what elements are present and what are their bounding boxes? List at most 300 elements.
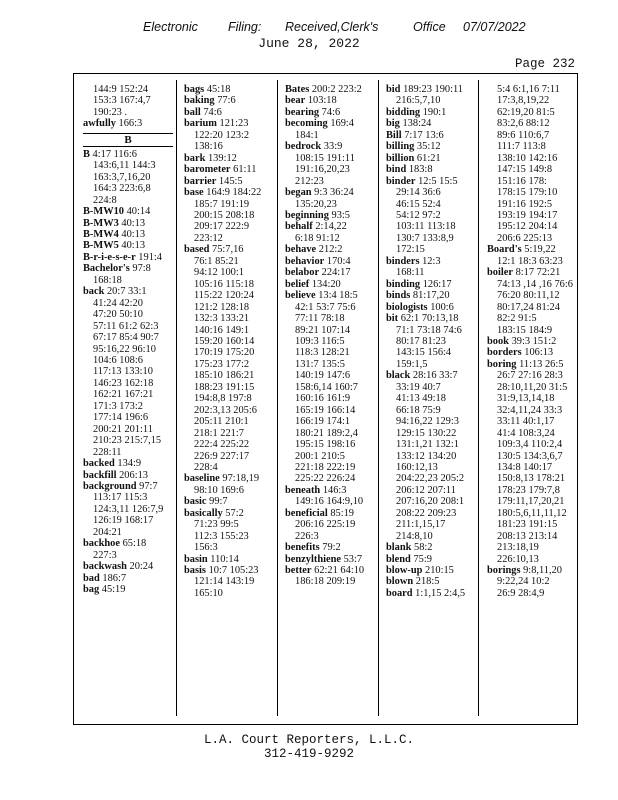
entry-line: [386, 325, 478, 336]
page-line-refs: 162:21 167:21: [93, 389, 154, 401]
page-line-refs: 184:1: [295, 129, 319, 141]
entry-line: [285, 164, 378, 175]
index-entry: [386, 256, 478, 279]
page-line-refs: 80:17 81:23: [396, 335, 446, 347]
entry-line: [487, 473, 579, 484]
index-entry: [386, 542, 478, 553]
page-line-refs: 130:7 133:8,9: [396, 232, 454, 244]
entry-line: [487, 256, 579, 267]
entry-line: [285, 542, 378, 553]
entry-line: [184, 187, 277, 198]
page-line-refs: 168:18: [93, 274, 122, 286]
page-line-refs: 71:23 99:5: [194, 519, 239, 531]
page-line-refs: 208:22 209:23: [396, 507, 457, 519]
page-line-refs: 12:1 18:3 63:23: [497, 255, 563, 267]
entry-line: [184, 313, 277, 324]
section-letter: B: [83, 133, 173, 147]
index-entry: [386, 588, 478, 599]
entry-line: [487, 107, 579, 118]
page-line-refs: 180:5,6,11,11,12: [497, 507, 567, 519]
entry-line: [285, 302, 378, 313]
entry-line: [487, 485, 579, 496]
entry-line: [285, 221, 378, 232]
page-line-refs: 6:18 91:12: [295, 232, 340, 244]
index-term: base: [184, 187, 204, 199]
index-entry: [386, 153, 478, 164]
page-line-refs: 97:7: [139, 480, 158, 492]
index-term: bad: [83, 572, 100, 584]
index-entry: [83, 561, 176, 572]
index-entry: [285, 485, 378, 508]
entry-line: [285, 347, 378, 358]
page-line-refs: 228:11: [93, 446, 122, 458]
index-entry: [386, 164, 478, 175]
entry-line: [386, 279, 478, 290]
entry-line: [487, 164, 579, 175]
index-entry: [83, 218, 176, 229]
page-line-refs: 126:19 168:17: [93, 515, 154, 527]
header-office: Office: [413, 20, 446, 34]
page-line-refs: 26:7 27:16 28:3: [497, 370, 563, 382]
page-line-refs: 214:8,10: [396, 530, 433, 542]
page-line-refs: 195:15 198:16: [295, 439, 356, 451]
entry-line: [487, 187, 579, 198]
index-term: belief: [285, 278, 310, 290]
index-entry: [285, 554, 378, 565]
page-line-refs: 222:4 225:22: [194, 439, 250, 451]
page-line-refs: 190:23 .: [93, 106, 128, 118]
page-line-refs: 166:3: [118, 118, 143, 130]
entry-line: [83, 527, 176, 538]
page-line-refs: 179:11,17,20,21: [497, 496, 565, 508]
index-entry: [184, 118, 277, 152]
index-term: began: [285, 187, 312, 199]
page-line-refs: 1:1,15 2:4,5: [415, 587, 466, 599]
index-entry: [386, 118, 478, 129]
index-entry: [285, 95, 378, 106]
page-line-refs: 117:13 133:10: [93, 366, 153, 378]
page-line-refs: 104:6 108:6: [93, 354, 143, 366]
entry-line: [487, 439, 579, 450]
entry-line: [184, 473, 277, 484]
page-line-refs: 108:15 191:11: [295, 152, 355, 164]
page-line-refs: 121:23: [219, 118, 249, 130]
page-line-refs: 171:3 173:2: [93, 400, 143, 412]
entry-line: [83, 481, 176, 492]
page-line-refs: 80:17,24 81:24: [497, 301, 560, 313]
index-entry: [285, 565, 378, 588]
entry-line: [285, 267, 378, 278]
entry-line: [386, 233, 478, 244]
page-line-refs: 12:3: [422, 255, 441, 267]
entry-line: [487, 565, 579, 576]
entry-line: [83, 172, 176, 183]
entry-line: [83, 561, 176, 572]
entry-line: [487, 176, 579, 187]
page-line-refs: 131:7 135:5: [295, 358, 345, 370]
header-received: Received,Clerk's: [285, 20, 379, 34]
entry-line: [386, 393, 478, 404]
page-line-refs: 28:16 33:7: [412, 370, 458, 382]
index-term: basin: [184, 553, 208, 565]
header-office-date: 07/07/2022: [463, 20, 526, 34]
page-line-refs: 189:23 190:11: [403, 84, 464, 95]
page-line-refs: 98:10 169:6: [194, 484, 244, 496]
index-term: binder: [386, 175, 416, 187]
entry-line: [184, 405, 277, 416]
entry-line: [184, 428, 277, 439]
index-entry: [83, 206, 176, 217]
page-line-refs: 225:22 226:24: [295, 473, 356, 485]
page-line-refs: 77:11 78:18: [295, 313, 345, 325]
page-line-refs: 209:17 222:9: [194, 221, 250, 233]
entry-line: [487, 118, 579, 129]
index-entry: [184, 554, 277, 565]
page-line-refs: 183:8: [408, 164, 433, 176]
index-entry: [83, 240, 176, 251]
index-term: benefits: [285, 542, 320, 554]
page-line-refs: 178:23 179:7,8: [497, 484, 560, 496]
page-line-refs: 53:7: [343, 553, 363, 565]
entry-line: [184, 256, 277, 267]
entry-line: [83, 447, 176, 458]
index-box: [73, 73, 578, 725]
entry-line: [487, 576, 579, 587]
page-line-refs: 206:13: [119, 469, 148, 481]
entry-line: [285, 485, 378, 496]
page-line-refs: 158:6,14 160:7: [295, 381, 358, 393]
page-line-refs: 32:4,11,24 33:3: [497, 404, 563, 416]
index-entry: [184, 95, 277, 106]
page-line-refs: 193:19 194:17: [497, 209, 558, 221]
page-line-refs: 170:4: [326, 255, 351, 267]
entry-line: [386, 130, 478, 141]
page-line-refs: 185:7 191:19: [194, 198, 250, 210]
entry-line: [487, 233, 579, 244]
page-line-refs: 226:9 227:17: [194, 450, 250, 462]
entry-line: [285, 279, 378, 290]
page-line-refs: 218:1 221:7: [194, 427, 244, 439]
page-line-refs: 207:16,20 208:1: [396, 496, 465, 508]
index-entry: [487, 336, 579, 347]
entry-line: [184, 382, 277, 393]
entry-line: [184, 325, 277, 336]
page-line-refs: 99:7: [209, 496, 228, 508]
column-divider: [176, 80, 177, 716]
page-line-refs: 204:22,23 205:2: [396, 473, 465, 485]
page-line-refs: 40:13: [121, 228, 146, 240]
index-entry: [83, 584, 176, 595]
entry-line: [83, 584, 176, 595]
page-line-refs: 33:11 40:1,17: [497, 416, 555, 428]
entry-line: [83, 366, 176, 377]
index-term: B-MW5: [83, 240, 119, 252]
entry-line: [386, 485, 478, 496]
page-line-refs: 9:8,11,20: [523, 565, 562, 577]
index-term: beginning: [285, 209, 329, 221]
page-line-refs: 110:14: [210, 553, 239, 565]
entry-line: [285, 84, 378, 95]
entry-line: [487, 347, 579, 358]
page-line-refs: 94:12 100:1: [194, 267, 244, 279]
page-line-refs: 40:13: [121, 240, 146, 252]
page-line-refs: 8:17 72:21: [515, 267, 561, 279]
page-line-refs: 62:1 70:13,18: [400, 313, 459, 325]
entry-line: [83, 401, 176, 412]
entry-line: [184, 462, 277, 473]
page-line-refs: 77:6: [217, 95, 236, 107]
page-line-refs: 100:6: [430, 301, 454, 313]
page-line-refs: 186:18 209:19: [295, 576, 356, 588]
index-term: behave: [285, 244, 317, 256]
page-line-refs: 85:19: [330, 507, 354, 519]
page-line-refs: 183:15 184:9: [497, 324, 553, 336]
entry-line: [386, 118, 478, 129]
index-entry: [487, 84, 579, 244]
entry-line: [285, 451, 378, 462]
page-line-refs: 29:14 36:6: [396, 187, 441, 199]
entry-line: [83, 275, 176, 286]
entry-line: [285, 416, 378, 427]
entry-line: [487, 336, 579, 347]
page-line-refs: 134:8 140:17: [497, 461, 553, 473]
page-line-refs: 103:18: [307, 95, 337, 107]
index-term: bidding: [386, 106, 421, 118]
entry-line: [285, 554, 378, 565]
entry-line: [285, 473, 378, 484]
index-entry: [386, 279, 478, 290]
entry-line: [285, 531, 378, 542]
page-line-refs: 175:23 177:2: [194, 358, 250, 370]
index-term: binds: [386, 290, 411, 302]
page-line-refs: 89:6 110:6,7: [497, 129, 550, 141]
entry-line: [386, 199, 478, 210]
index-entry: [285, 141, 378, 187]
entry-line: [184, 565, 277, 576]
page-line-refs: 226:10,13: [497, 553, 539, 565]
index-term: barometer: [184, 164, 231, 176]
page-line-refs: 200:15 208:18: [194, 209, 255, 221]
index-term: boring: [487, 358, 517, 370]
page-line-refs: 9:3 36:24: [314, 187, 354, 199]
page-line-refs: 139:12: [207, 152, 237, 164]
index-term: B-r-i-e-s-e-r: [83, 251, 136, 263]
index-term: behalf: [285, 221, 313, 233]
entry-line: [285, 508, 378, 519]
index-term: Bachelor's: [83, 263, 130, 275]
index-term: backwash: [83, 561, 127, 573]
entry-line: [285, 187, 378, 198]
index-term: blown: [386, 576, 414, 588]
entry-line: [285, 153, 378, 164]
page-line-refs: 180:21 189:2,4: [295, 427, 358, 439]
index-term: blank: [386, 542, 412, 554]
entry-line: [487, 393, 579, 404]
page-line-refs: 81:17,20: [412, 290, 450, 302]
entry-line: [386, 542, 478, 553]
index-term: bag: [83, 584, 100, 596]
entry-line: [386, 164, 478, 175]
page-line-refs: 83:2,6 88:12: [497, 118, 550, 130]
entry-line: [386, 405, 478, 416]
index-entry: [83, 118, 176, 129]
index-term: billing: [386, 141, 415, 153]
page-line-refs: 159:1,5: [396, 358, 428, 370]
page-line-refs: 40:13: [121, 217, 146, 229]
index-entry: [184, 153, 277, 164]
page-line-refs: 9:22,24 10:2: [497, 576, 550, 588]
entry-line: [285, 118, 378, 129]
page-line-refs: 62:19,20 81:5: [497, 106, 555, 118]
index-entry: [184, 244, 277, 473]
page-line-refs: 206:6 225:13: [497, 232, 553, 244]
index-entry: [386, 370, 478, 542]
page-line-refs: 130:5 134:3,6,7: [497, 450, 563, 462]
index-term: blow-up: [386, 565, 423, 577]
column-divider: [478, 80, 479, 716]
page-line-refs: 164:3 223:6,8: [93, 183, 151, 195]
page-line-refs: 118:3 128:21: [295, 347, 350, 359]
page-line-refs: 41:4 108:3,24: [497, 427, 555, 439]
entry-line: [83, 515, 176, 526]
entry-line: [184, 542, 277, 553]
entry-line: [487, 95, 579, 106]
entry-line: [386, 95, 478, 106]
entry-line: [184, 370, 277, 381]
index-term: background: [83, 480, 137, 492]
index-term: based: [184, 244, 210, 256]
entry-line: [285, 439, 378, 450]
page-line-refs: 200:21 201:11: [93, 423, 153, 435]
entry-line: [386, 416, 478, 427]
entry-line: [184, 576, 277, 587]
page-line-refs: 138:10 142:16: [497, 152, 558, 164]
entry-line: [184, 439, 277, 450]
index-term: bark: [184, 152, 206, 164]
header-filing: Filing:: [228, 20, 262, 34]
entry-line: [184, 531, 277, 542]
index-term: binders: [386, 255, 420, 267]
page-line-refs: 160:12,13: [396, 461, 438, 473]
entry-line: [386, 508, 478, 519]
page-number: Page 232: [514, 57, 575, 71]
column-divider: [277, 80, 278, 716]
entry-line: [285, 496, 378, 507]
page-line-refs: 226:3: [295, 530, 319, 542]
index-term: baking: [184, 95, 215, 107]
page-line-refs: 227:3: [93, 549, 117, 561]
entry-line: [83, 504, 176, 515]
entry-line: [184, 141, 277, 152]
page-line-refs: 79:2: [322, 542, 341, 554]
entry-line: [83, 435, 176, 446]
page-line-refs: 151:16 178:: [497, 175, 547, 187]
index-entry: [386, 290, 478, 301]
page-line-refs: 82:2 91:5: [497, 313, 537, 325]
entry-line: [184, 118, 277, 129]
entry-line: [386, 256, 478, 267]
column-divider: [378, 80, 379, 716]
entry-line: [83, 470, 176, 481]
entry-line: [487, 508, 579, 519]
page-line-refs: 112:3 155:23: [194, 530, 249, 542]
page-line-refs: 33:19 40:7: [396, 381, 441, 393]
index-entry: [285, 221, 378, 244]
index-entry: [184, 84, 277, 95]
entry-line: [83, 95, 176, 106]
page-line-refs: 135:20,23: [295, 198, 337, 210]
entry-line: [83, 424, 176, 435]
page-line-refs: 109:3 116:5: [295, 335, 345, 347]
page-line-refs: 74:6: [203, 106, 222, 118]
page-line-refs: 129:15 130:22: [396, 427, 457, 439]
page-line-refs: 45:19: [101, 584, 126, 596]
entry-line: [487, 244, 579, 255]
index-entry: [386, 130, 478, 141]
page-line-refs: 223:12: [194, 232, 223, 244]
page-line-refs: 58:2: [414, 542, 433, 554]
header-electronic: Electronic: [143, 20, 198, 34]
entry-line: [83, 458, 176, 469]
page-line-refs: 74:6: [321, 106, 341, 118]
page-line-refs: 65:18: [122, 538, 147, 550]
entry-line: [285, 210, 378, 221]
page-line-refs: 35:12: [416, 141, 441, 153]
index-term: basis: [184, 565, 206, 577]
index-entry: [386, 302, 478, 313]
page-line-refs: 76:1 85:21: [194, 255, 239, 267]
entry-line: [83, 107, 176, 118]
page-line-refs: 191:16 192:5: [497, 198, 553, 210]
entry-line: [285, 336, 378, 347]
entry-line: [487, 290, 579, 301]
page-line-refs: 13:4 18:5: [318, 290, 358, 302]
entry-line: [487, 531, 579, 542]
page-line-refs: 111:7 113:8: [497, 141, 546, 153]
index-term: bear: [285, 95, 306, 107]
page-line-refs: 54:12 97:2: [396, 209, 441, 221]
entry-line: [83, 309, 176, 320]
index-term: B-MW3: [83, 217, 119, 229]
page-line-refs: 126:17: [422, 278, 452, 290]
entry-line: [83, 321, 176, 332]
page-line-refs: 160:16 161:9: [295, 393, 351, 405]
page-line-refs: 188:23 191:15: [194, 381, 255, 393]
entry-line: [285, 405, 378, 416]
page-line-refs: 93:5: [331, 209, 350, 221]
page-line-refs: 2:14,22: [315, 221, 347, 233]
page-line-refs: 132:3 133:21: [194, 313, 250, 325]
entry-line: [83, 84, 176, 95]
page-line-refs: 75:9: [413, 553, 432, 565]
entry-line: [83, 118, 176, 129]
entry-line: [487, 588, 579, 599]
entry-line: [83, 298, 176, 309]
entry-line: [285, 313, 378, 324]
entry-line: [184, 267, 277, 278]
entry-line: [83, 252, 176, 263]
entry-line: [386, 107, 478, 118]
index-entry: [184, 496, 277, 507]
index-entry: [184, 187, 277, 244]
index-entry: [184, 107, 277, 118]
page-line-refs: 168:11: [396, 267, 425, 279]
entry-line: [184, 210, 277, 221]
entry-line: [386, 290, 478, 301]
entry-line: [487, 130, 579, 141]
index-term: borings: [487, 565, 521, 577]
index-entry: [83, 481, 176, 538]
